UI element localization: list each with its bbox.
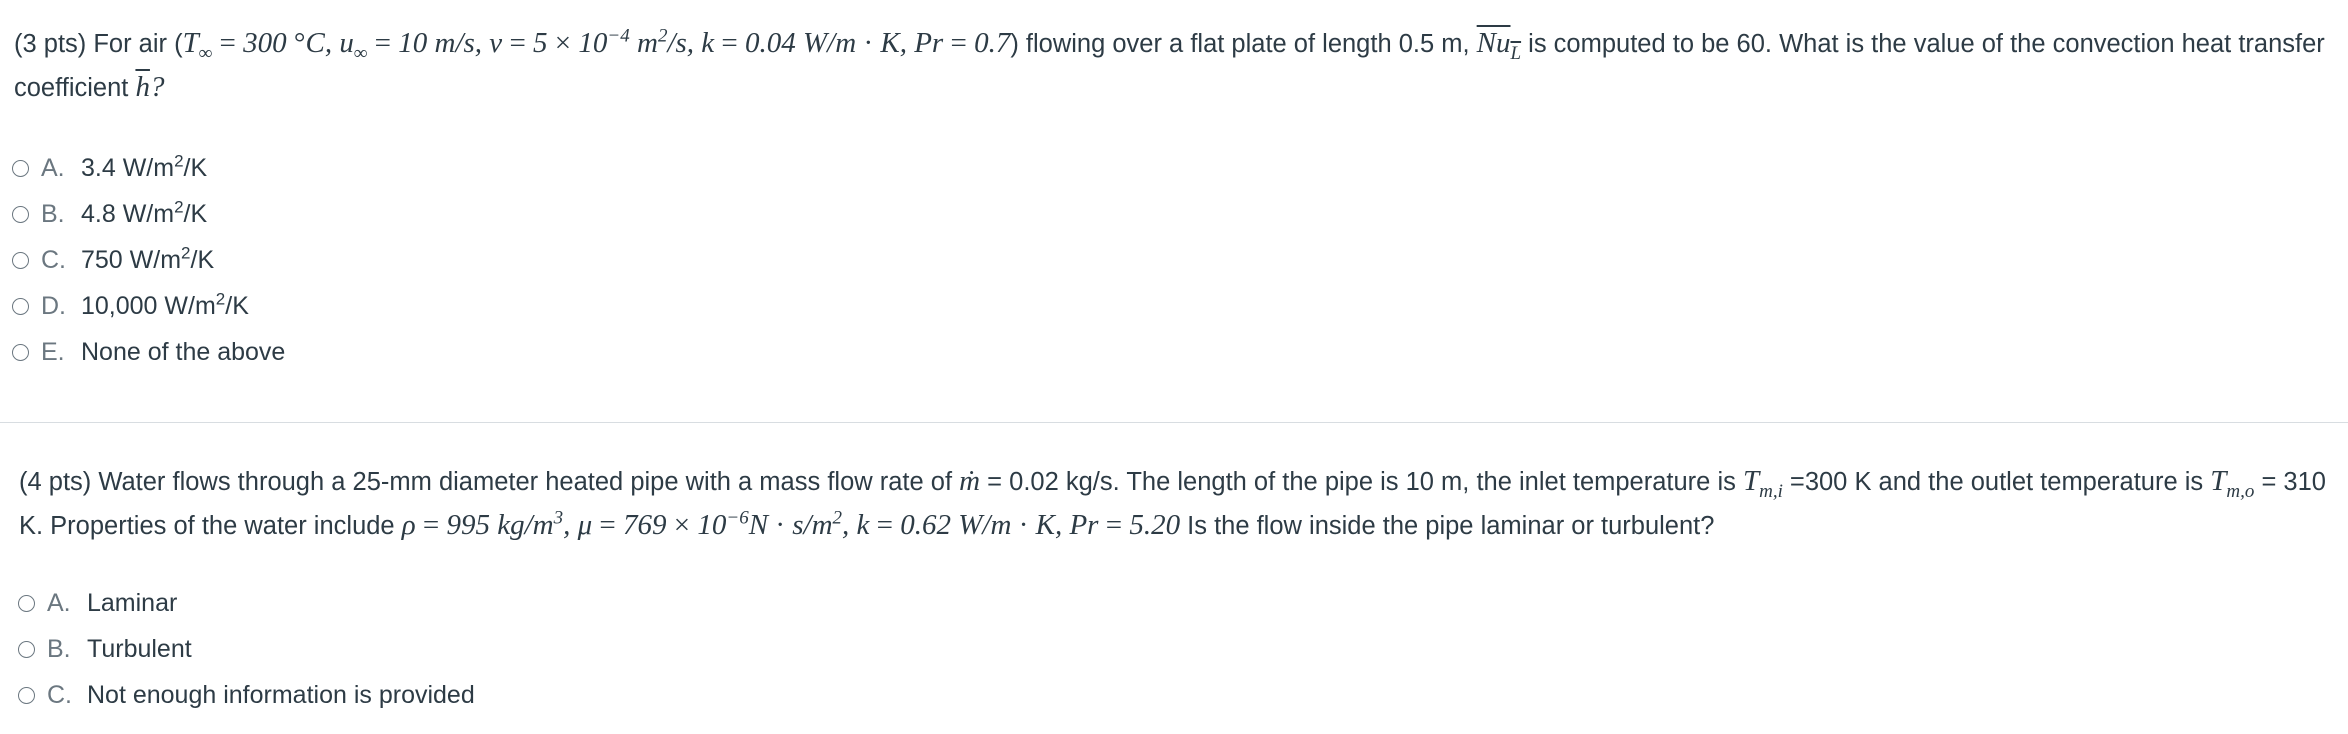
option-label: 750 $W/m^2/K$ [81, 243, 215, 274]
q2-option-b[interactable] [18, 626, 475, 672]
q2-text-flow: = 0.02 kg/s. The length of the pipe is 10 m, the inlet temperature is [980, 468, 1743, 496]
q1-text-prefix: (3 pts) For air ( [14, 30, 183, 58]
q1-options [12, 145, 285, 375]
q1-h-bar-math: $\overline{h}$? [135, 71, 165, 103]
radio-button[interactable] [18, 595, 35, 612]
radio-button[interactable] [12, 206, 29, 223]
q2-water-properties-math: ρ = 995 $kg/m^3$, $\mu = 769 \times 10^{-6}N \cdot s/m^2$, k = 0.62 W/m · K, Pr = 5.20 [401, 507, 1181, 541]
option-letter: A. [47, 588, 71, 617]
radio-button[interactable] [18, 641, 35, 658]
radio-button[interactable] [12, 344, 29, 361]
option-letter: B. [47, 634, 71, 663]
q2-outlet-temp-math: $T_{m,o}$ [2210, 465, 2255, 502]
q2-options [18, 580, 475, 718]
question-divider [0, 422, 2348, 423]
q1-text-middle: flowing over a flat plate of length 0.5 m, [1018, 30, 1477, 58]
option-label: 4.8 $W/m^2/K$ [81, 197, 208, 228]
option-label: 3.4 $W/m^2/K$ [81, 151, 208, 182]
q1-nusselt-math: $Nu_L$ [1476, 27, 1522, 64]
q2-text-outlet: = 310 K. Properties of the water include [19, 468, 2326, 540]
option-label: Not enough information is provided [87, 680, 475, 709]
q1-option-e[interactable] [12, 329, 285, 375]
radio-button[interactable] [18, 687, 35, 704]
option-label: Turbulent [87, 634, 192, 663]
q1-option-d[interactable] [12, 283, 285, 329]
q1-air-properties-math: $T_\infty = 300$ °C, $u_\infty = 10$ m/s, $\nu = 5 \times 10^{-4}$ $m^2/s$, k = 0.04 W/m · K, Pr = 0.7 [182, 25, 1011, 64]
q1-option-a[interactable] [12, 145, 285, 191]
question-2-text [19, 460, 2334, 548]
option-label: None of the above [81, 337, 286, 366]
q1-option-b[interactable] [12, 191, 285, 237]
option-letter: D. [41, 291, 66, 320]
q2-option-a[interactable] [18, 580, 475, 626]
q1-option-c[interactable] [12, 237, 285, 283]
option-label: Laminar [87, 588, 178, 617]
option-letter: E. [41, 337, 65, 366]
q2-mass-flow-math: ṁ [959, 465, 981, 497]
option-label: 10,000 $W/m^2/K$ [81, 289, 249, 320]
q2-text-suffix: Is the flow inside the pipe laminar or turbulent? [1180, 512, 1715, 540]
option-letter: C. [47, 680, 72, 709]
radio-button[interactable] [12, 252, 29, 269]
radio-button[interactable] [12, 160, 29, 177]
q2-inlet-temp-math: $T_{m,i}$ [1742, 465, 1783, 502]
q2-option-c[interactable] [18, 672, 475, 718]
option-letter: B. [41, 199, 65, 228]
q2-text-inlet: =300 K and the outlet temperature is [1782, 468, 2211, 496]
option-letter: C. [41, 245, 66, 274]
question-1-text: (3 pts) For air ($T_\infty = 300$ °C, $u_\infty = 10$ m/s, $\nu = 5 \times 10^{-4}$ $m^2/s$, k = 0.04 W/m · K, Pr = 0.7) flowing over a flat plate of length 0.5 m, $Nu_L$ is computed to be 60. What is the value of the convection heat transfer coefficient $\overline{h}$? [14, 25, 2325, 103]
q1-text-suffix: is computed to be 60. What is the value of the convection heat transfer coefficient [14, 30, 2325, 102]
q2-text-prefix: (4 pts) Water flows through a 25-mm diameter heated pipe with a mass flow rate of [19, 468, 960, 496]
option-letter: A. [41, 153, 65, 182]
radio-button[interactable] [12, 298, 29, 315]
